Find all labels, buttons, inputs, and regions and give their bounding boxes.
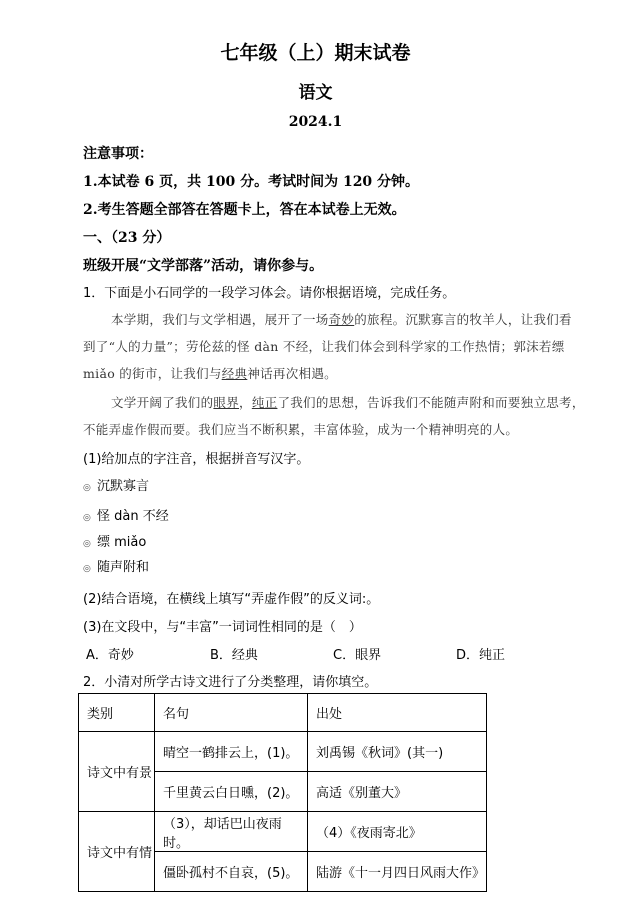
category-cell: 诗文中有情 [79, 812, 155, 892]
option-a: A．奇妙 [86, 648, 134, 663]
underlined-word: 奇妙 [328, 312, 355, 327]
list-item-text: 随声附和 [97, 560, 150, 575]
circle-marker-icon: ◎ [83, 564, 91, 574]
list-item [83, 505, 169, 524]
passage-text: 神话再次相遇。 [247, 366, 337, 381]
poem-line-cell: （3），却话巴山夜雨时。 [155, 812, 308, 852]
passage-line [83, 364, 337, 382]
header-line: 名句 [155, 694, 308, 732]
passage-text: miǎo 的街市，让我们与 [83, 366, 222, 381]
passage-line: 到了“人的力量”；劳伦兹的怪 dàn 不经，让我们体会到科学家的工作热情；郭沫若缥 [83, 339, 565, 354]
header-source: 出处 [308, 694, 487, 732]
page-title: 七年级（上）期末试卷 [220, 42, 411, 64]
list-item-text: 缥 miǎo [97, 535, 147, 550]
notice-heading: 注意事项： [83, 146, 153, 162]
source-cell: 刘禹锡《秋词》(其一) [308, 732, 487, 772]
underlined-word: 经典 [221, 366, 248, 381]
table-row [79, 732, 487, 772]
option-b: B．经典 [210, 648, 258, 663]
option-c: C．眼界 [333, 648, 382, 663]
category-cell: 诗文中有景 [79, 732, 155, 812]
passage-text: 的旅程。沉默寡言的牧羊人，让我们看 [354, 312, 572, 327]
option-d: D．纯正 [456, 648, 506, 663]
poem-line-cell: 僵卧孤村不自哀，(5)。 [155, 852, 308, 892]
underlined-word: 眼界 [213, 395, 240, 410]
exam-date: 2024.1 [288, 114, 343, 130]
passage-text: 文学开阔了我们的 [111, 395, 214, 410]
table-row [79, 812, 487, 852]
source-cell: 陆游《十一月四日风雨大作》 [308, 852, 487, 892]
list-item [83, 531, 146, 550]
section-heading: 一、（23 分） [83, 230, 171, 246]
poem-line-cell: 晴空一鹤排云上，(1)。 [155, 732, 308, 772]
passage-text: 了我们的思想，告诉我们不能随声附和而要独立思考， [277, 395, 585, 410]
circle-marker-icon: ◎ [83, 483, 91, 493]
passage-text: ， [239, 395, 252, 410]
list-item [83, 475, 149, 494]
notice-item-1: 1.本试卷 6 页，共 100 分。考试时间为 120 分钟。 [83, 174, 420, 190]
subject-title: 语文 [298, 83, 333, 103]
table-header-row [79, 694, 487, 732]
sub-question-3: (3)在文段中，与“丰富”一词词性相同的是（ ） [83, 620, 362, 635]
poem-line-cell: 千里黄云白日曛，(2)。 [155, 772, 308, 812]
list-item-text: 沉默寡言 [97, 479, 150, 494]
source-cell: 高适《别董大》 [308, 772, 487, 812]
underlined-word: 纯正 [251, 395, 278, 410]
notice-item-2: 2.考生答题全部答在答题卡上，答在本试卷上无效。 [83, 202, 406, 218]
list-item-text: 怪 dàn 不经 [97, 509, 169, 524]
passage-line [111, 393, 585, 411]
sub-question-1: (1)给加点的字注音，根据拼音写汉字。 [83, 452, 310, 467]
list-item [83, 556, 149, 575]
sub-question-2: (2)结合语境，在横线上填写“弄虚作假”的反义词:。 [83, 592, 380, 607]
passage-line [111, 310, 572, 328]
passage-text: 本学期，我们与文学相遇，展开了一场 [111, 312, 329, 327]
question-1-stem: 1．下面是小石同学的一段学习体会。请你根据语境，完成任务。 [83, 286, 456, 301]
question-2-stem: 2．小清对所学古诗文进行了分类整理，请你填空。 [83, 675, 378, 690]
section-intro: 班级开展“文学部落”活动，请你参与。 [83, 258, 324, 274]
header-category: 类别 [79, 694, 155, 732]
circle-marker-icon: ◎ [83, 539, 91, 549]
poem-table [78, 693, 487, 892]
source-cell: （4）《夜雨寄北》 [308, 812, 487, 852]
circle-marker-icon: ◎ [83, 513, 91, 523]
passage-line: 不能弄虚作假而要。我们应当不断积累，丰富体验，成为一个精神明亮的人。 [83, 422, 519, 437]
